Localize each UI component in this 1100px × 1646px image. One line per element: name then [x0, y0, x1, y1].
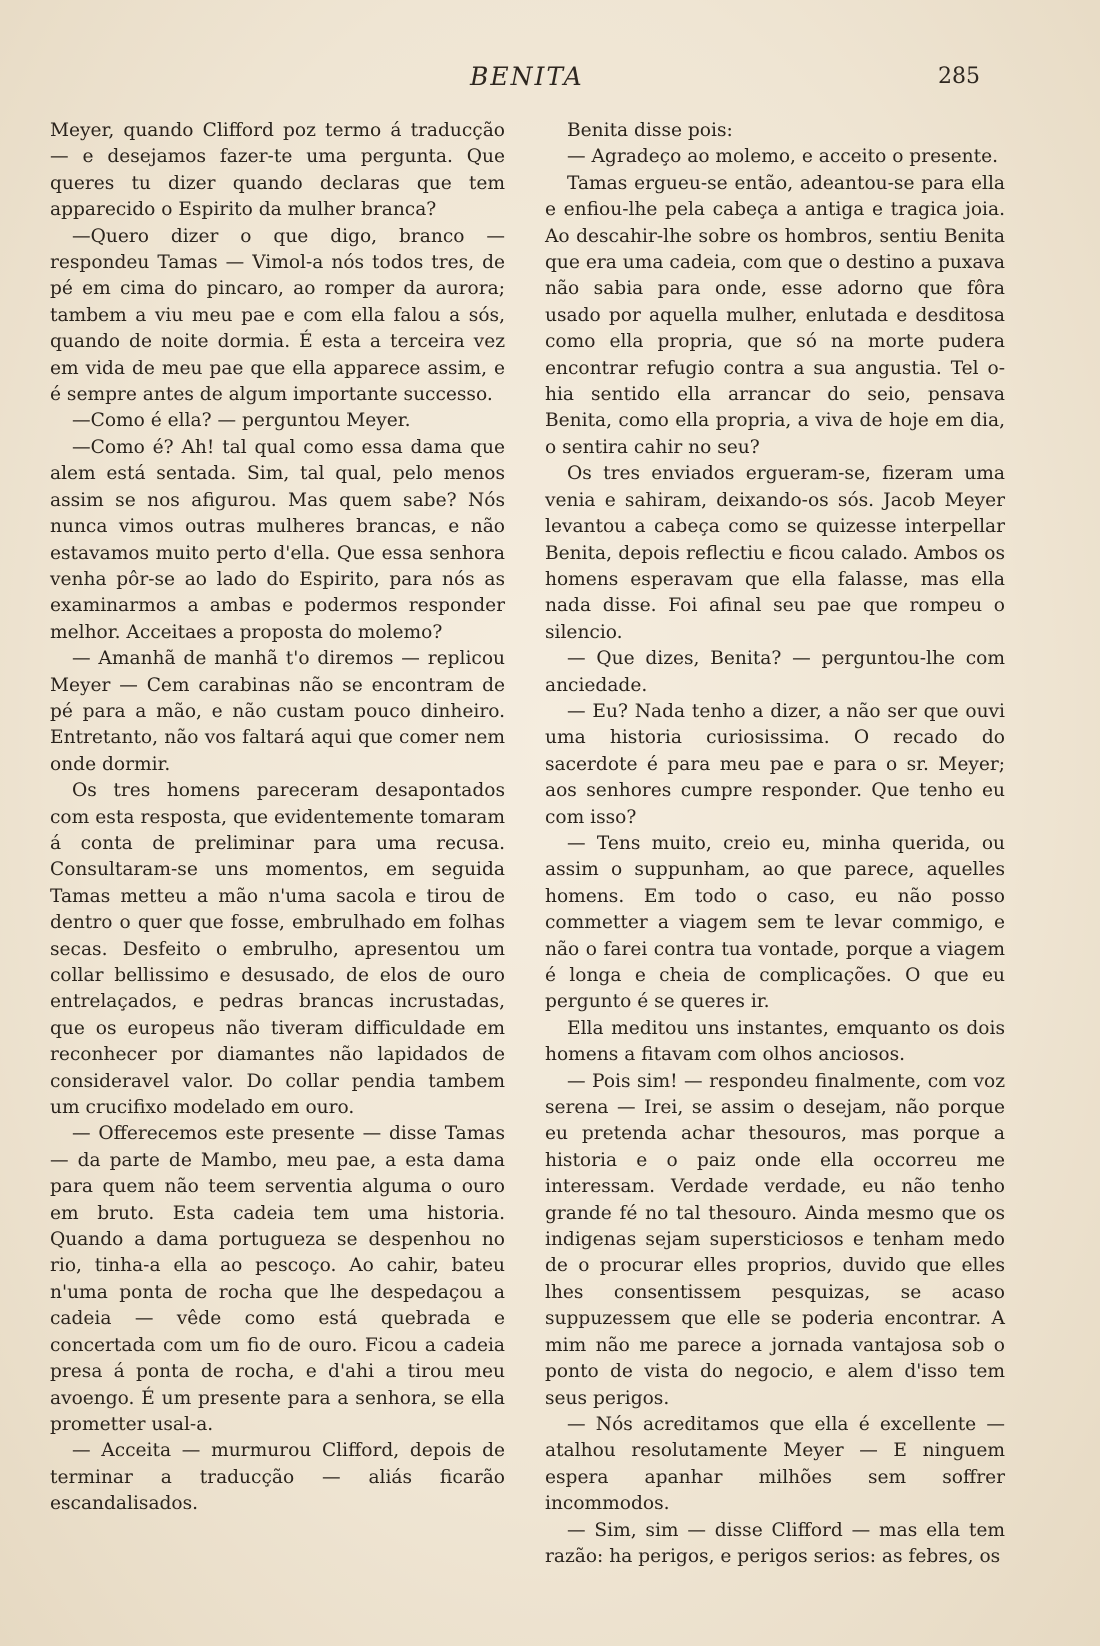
paragraph: Tamas ergueu-se então, adeantou-se para ella e enfiou-lhe pela cabeça a antiga e tragica joia. Ao descahir-lhe sobre os hombros, sentiu Benita que era uma cadeia, com que o destino a puxava não sabia para onde, esse adorno que fôra usado por aquella mulher, enlutada e desditosa como ella propria, que só na morte pudera encontrar refugio contra a sua angustia. Tel o-hia sentido ella arrancar do seio, pensava Benita, como ella propria, a viva de hoje em dia, o sentira cahir no seu?: [545, 172, 1005, 458]
paragraph: —Como é ella? — perguntou Meyer.: [72, 410, 411, 432]
paragraph: — Acceita — murmurou Clifford, depois de terminar a traducção — aliás ficarão escandalisados.: [50, 1440, 505, 1515]
paragraph: — Eu? Nada tenho a dizer, a não ser que ouvi uma historia curiosissima. O recado do sacerdote é para meu pae e para o sr. Meyer; aos senhores cumpre responder. Que tenho eu com isso?: [545, 700, 1005, 828]
paragraph: Ella meditou uns instantes, emquanto os dois homens a fitavam com olhos anciosos.: [545, 1017, 1005, 1066]
paragraph: Os tres enviados ergueram-se, fizeram uma venia e sahiram, deixando-os sós. Jacob Meyer levantou a cabeça como se quizesse interpellar Benita, depois reflectiu e ficou calado. Ambos os homens esperavam que ella falasse, mas ella nada disse. Foi afinal seu pae que rompeu o silencio.: [545, 463, 1005, 643]
left-column: [50, 118, 505, 1518]
right-column: [545, 118, 1005, 1570]
paragraph: — Tens muito, creio eu, minha querida, ou assim o suppunham, ao que parece, aquelles homens. Em todo o caso, eu não posso commetter a viagem sem te levar commigo, e não o farei contra tua vontade, porque a viagem é longa e cheia de complicações. O que eu pergunto é se queres ir.: [545, 832, 1005, 1013]
paragraph: —Como é? Ah! tal qual como essa dama que alem está sentada. Sim, tal qual, pelo menos assim se nos afigurou. Mas quem sabe? Nós nunca vimos outras mulheres brancas, e não estavamos muito perto d'ella. Que essa senhora venha pôr-se ao lado do Espirito, para nós as examinarmos a ambas e podermos responder melhor. Acceitaes a proposta do molemo?: [50, 436, 505, 643]
paragraph: — Pois sim! — respondeu finalmente, com voz serena — Irei, se assim o desejam, não porque eu pretenda achar thesouros, mas porque a historia e o paiz onde ella occorreu me interessam. Verdade verdade, eu não tenho grande fé no tal thesouro. Ainda mesmo que os indigenas sejam supersticiosos e tenham medo de o procurar elles proprios, duvido que elles lhes consentissem pesquizas, se acaso suppuzessem que elle se poderia encontrar. A mim não me parece a jornada vantajosa sob o ponto de vista do negocio, e alem d'isso tem seus perigos.: [545, 1070, 1005, 1409]
paragraph: — Agradeço ao molemo, e acceito o presente.: [567, 146, 999, 168]
paragraph: — Nós acreditamos que ella é excellente — atalhou resolutamente Meyer — E ninguem espera apanhar milhões sem soffrer incommodos.: [545, 1413, 1005, 1515]
paragraph: — Sim, sim — disse Clifford — mas ella tem razão: ha perigos, e perigos serios: as febres, os: [545, 1519, 1005, 1567]
page-number: 285: [938, 64, 980, 89]
running-title: BENITA: [470, 62, 584, 91]
paragraph: Meyer, quando Clifford poz termo á traducção — e desejamos fazer-te uma pergunta. Que queres tu dizer quando declaras que tem apparecido o Espirito da mulher branca?: [50, 120, 505, 221]
paragraph: — Que dizes, Benita? — perguntou-lhe com anciedade.: [545, 648, 1005, 696]
paragraph: Os tres homens pareceram desapontados com esta resposta, que evidentemente tomaram á conta de preliminar para uma recusa. Consultaram-se uns momentos, em seguida Tamas metteu a mão n'uma sacola e tirou de dentro o quer que fosse, embrulhado em folhas secas. Desfeito o embrulho, apresentou um collar bellissimo e desusado, de elos de ouro entrelaçados, e pedras brancas incrustadas, que os europeus não tiveram difficuldade em reconhecer por diamantes não lapidados de consideravel valor. Do collar pendia tambem um crucifixo modelado em ouro.: [50, 780, 505, 1119]
page-header: [0, 58, 1100, 98]
paragraph: — Amanhã de manhã t'o diremos — replicou Meyer — Cem carabinas não se encontram de pé para a mão, e não custam pouco dinheiro. Entretanto, não vos faltará aqui que comer nem onde dormir.: [50, 648, 505, 775]
paragraph: Benita disse pois:: [567, 120, 733, 141]
paragraph: — Offerecemos este presente — disse Tamas — da parte de Mambo, meu pae, a esta dama para quem não teem serventia alguma o ouro em bruto. Esta cadeia tem uma historia. Quando a dama portugueza se despenhou no rio, tinha-a ella ao pescoço. Ao cahir, bateu n'uma ponta de rocha que lhe despedaçou a cadeia — vêde como está quebrada e concertada com um fio de ouro. Ficou a cadeia presa á ponta de rocha, e d'ahi a tirou meu avoengo. É um presente para a senhora, se ella prometter usal-a.: [50, 1123, 505, 1435]
paragraph: —Quero dizer o que digo, branco — respondeu Tamas — Vimol-a nós todos tres, de pé em cima do pincaro, ao romper da aurora; tambem a viu meu pae e com ella falou a sós, quando de noite dormia. É esta a terceira vez em vida de meu pae que ella apparece assim, e é sempre antes de algum importante successo.: [50, 225, 505, 406]
